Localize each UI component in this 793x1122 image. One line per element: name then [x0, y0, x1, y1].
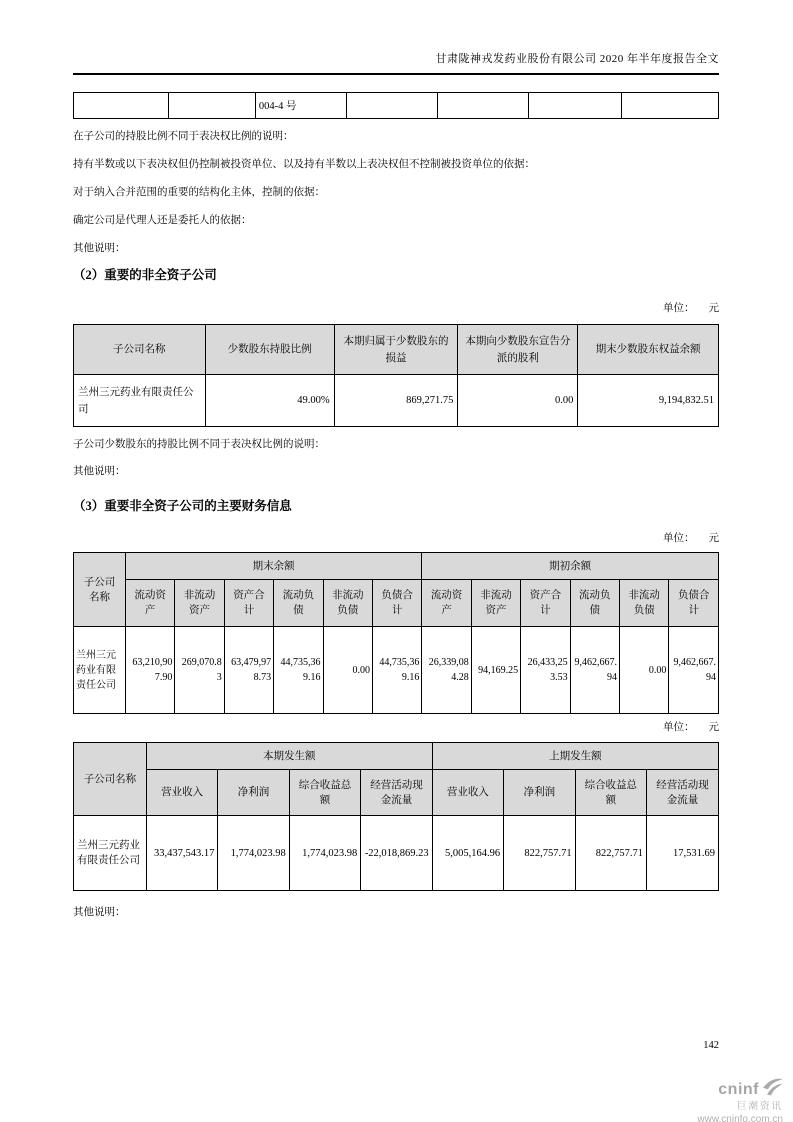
table-cell [622, 93, 719, 119]
column-header: 非流动资产 [471, 580, 520, 627]
value-cell: 63,210,907.90 [125, 627, 174, 714]
name-column-header: 子公司名称 [74, 743, 147, 816]
value-cell: 1,774,023.98 [218, 816, 289, 891]
value-cell: 26,433,253.53 [521, 627, 570, 714]
column-header: 负债合计 [372, 580, 421, 627]
dividend-cell: 0.00 [458, 375, 578, 427]
holding-ratio-cell: 49.00% [205, 375, 334, 427]
table-row [74, 375, 719, 427]
group-header-beginning: 期初余额 [422, 553, 719, 580]
unit-label-3 [73, 720, 719, 735]
note-line: 子公司少数股东的持股比例不同于表决权比例的说明： [73, 439, 325, 450]
value-cell: 822,757.71 [504, 816, 575, 891]
income-statement-table [73, 742, 719, 891]
value-cell: -22,018,869.23 [361, 816, 432, 891]
unit-label-1 [73, 301, 719, 316]
section-heading-3: （3）重要非全资子公司的主要财务信息 [73, 499, 292, 513]
intro-line: 对于纳入合并范围的重要的结构化主体，控制的依据： [73, 187, 325, 198]
table-cell [74, 93, 169, 119]
sub-header-row [74, 580, 719, 627]
value-cell: 9,462,667.94 [669, 627, 719, 714]
column-header: 经营活动现金流量 [647, 770, 719, 816]
cninfo-url: www.cninfo.com.cn [697, 1114, 783, 1122]
column-header: 综合收益总额 [289, 770, 360, 816]
table-cell: 004-4 号 [255, 93, 346, 119]
column-header: 营业收入 [432, 770, 503, 816]
cninfo-brand-text: cninf [718, 1080, 759, 1098]
column-header: 本期向少数股东宣告分派的股利 [458, 325, 578, 375]
cninfo-swirl-icon [761, 1078, 783, 1101]
column-header: 流动资产 [125, 580, 174, 627]
table-notes [73, 431, 719, 485]
note-line: 其他说明： [73, 907, 126, 918]
page-header-title: 甘肃陇神戎发药业股份有限公司 2020 年半年度报告全文 [435, 53, 719, 65]
value-cell: 269,070.83 [175, 627, 224, 714]
value-cell: 1,774,023.98 [289, 816, 360, 891]
column-header: 本期归属于少数股东的损益 [334, 325, 458, 375]
section-heading-2: （2）重要的非全资子公司 [73, 268, 217, 282]
value-cell: 9,462,667.94 [570, 627, 619, 714]
cninfo-logo [697, 1078, 783, 1122]
intro-line: 其他说明： [73, 243, 126, 254]
intro-line: 确定公司是代理人还是委托人的依据： [73, 215, 252, 226]
column-header: 流动负债 [570, 580, 619, 627]
value-cell: 822,757.71 [575, 816, 646, 891]
column-header: 非流动负债 [323, 580, 372, 627]
unit-label: 单位： [663, 533, 695, 544]
value-cell: 0.00 [323, 627, 372, 714]
group-header-row [74, 553, 719, 580]
column-header: 净利润 [504, 770, 575, 816]
table-header-row [74, 325, 719, 375]
group-header-ending: 期末余额 [125, 553, 421, 580]
table-cell [437, 93, 528, 119]
table-cell [528, 93, 622, 119]
column-header: 综合收益总额 [575, 770, 646, 816]
subsidiary-name-cell: 兰州三元药业有限责任公司 [74, 816, 147, 891]
sub-header-row [74, 770, 719, 816]
column-header: 子公司名称 [74, 325, 206, 375]
unit-label: 单位： [663, 303, 695, 314]
group-header-row [74, 743, 719, 770]
group-header-current: 本期发生额 [146, 743, 432, 770]
table-cell [346, 93, 437, 119]
column-header: 非流动负债 [619, 580, 668, 627]
column-header: 净利润 [218, 770, 289, 816]
subsidiary-name-cell: 兰州三元药业有限责任公司 [74, 375, 206, 427]
name-column-header: 子公司 名称 [74, 553, 126, 627]
ending-equity-cell: 9,194,832.51 [578, 375, 719, 427]
continued-table-row [74, 93, 719, 119]
page-number: 142 [703, 1040, 719, 1051]
value-cell: 44,735,369.16 [274, 627, 323, 714]
column-header: 经营活动现金流量 [361, 770, 432, 816]
value-cell: 0.00 [619, 627, 668, 714]
group-header-prior: 上期发生额 [432, 743, 718, 770]
intro-line: 持有半数或以下表决权但仍控制被投资单位、以及持有半数以上表决权但不控制被投资单位的依据： [73, 159, 535, 170]
table-row [74, 627, 719, 714]
cninfo-caption: 巨潮资讯 [736, 1101, 783, 1112]
intro-paragraphs [73, 123, 719, 263]
column-header: 非流动资产 [175, 580, 224, 627]
value-cell: 63,479,978.73 [224, 627, 273, 714]
balance-sheet-table [73, 552, 719, 714]
unit-label-2 [73, 531, 719, 546]
value-cell: 33,437,543.17 [146, 816, 217, 891]
column-header: 流动资产 [422, 580, 471, 627]
column-header: 少数股东持股比例 [205, 325, 334, 375]
column-header: 营业收入 [146, 770, 217, 816]
intro-line: 在子公司的持股比例不同于表决权比例的说明： [73, 131, 294, 142]
column-header: 资产合计 [521, 580, 570, 627]
unit-label: 单位： [663, 722, 695, 733]
column-header: 资产合计 [224, 580, 273, 627]
column-header: 负债合计 [669, 580, 719, 627]
value-cell: 17,531.69 [647, 816, 719, 891]
continued-table [73, 92, 719, 119]
column-header: 流动负债 [274, 580, 323, 627]
minority-profit-cell: 869,271.75 [334, 375, 458, 427]
unit-value: 元 [708, 303, 719, 314]
value-cell: 44,735,369.16 [372, 627, 421, 714]
value-cell: 94,169.25 [471, 627, 520, 714]
unit-value: 元 [708, 533, 719, 544]
header-divider [73, 73, 719, 75]
minority-subsidiary-table [73, 324, 719, 427]
column-header: 期末少数股东权益余额 [578, 325, 719, 375]
unit-value: 元 [708, 722, 719, 733]
note-line: 其他说明： [73, 466, 126, 477]
value-cell: 26,339,084.28 [422, 627, 471, 714]
subsidiary-name-cell: 兰州三元药业有限责任公司 [74, 627, 126, 714]
value-cell: 5,005,164.96 [432, 816, 503, 891]
table-row [74, 816, 719, 891]
table-cell [168, 93, 255, 119]
